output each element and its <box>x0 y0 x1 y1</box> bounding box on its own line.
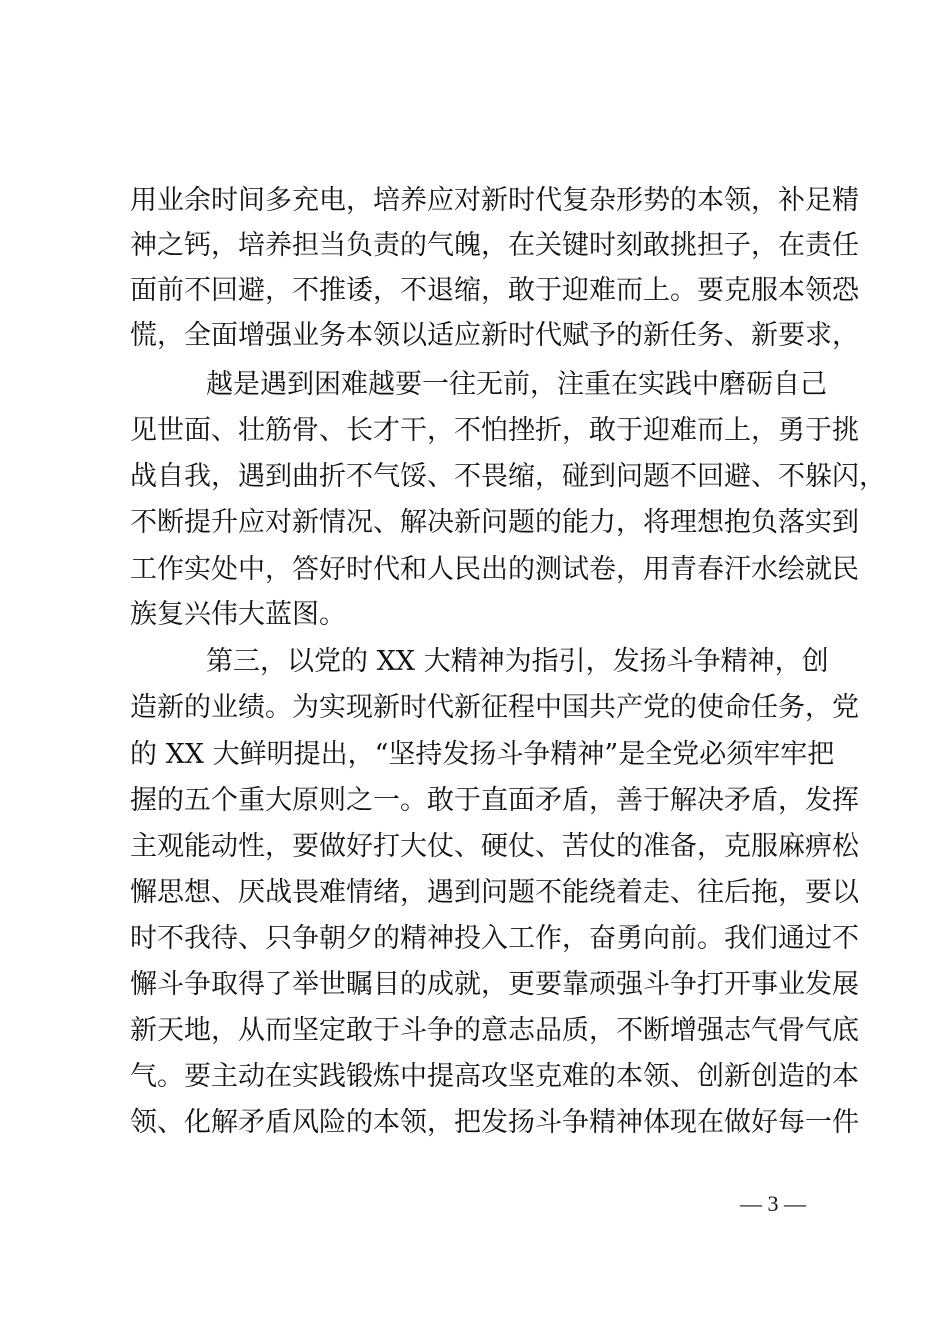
paragraph-3-line-2: 造新的业绩。为实现新时代新征程中国共产党的使命任务，党 <box>130 692 859 723</box>
paragraph-3-line-11: 领、化解矛盾风险的本领，把发扬斗争精神体现在做好每一件 <box>130 1107 859 1138</box>
paragraph-2-line-2: 见世面、壮筋骨、长才干，不怕挫折，敢于迎难而上，勇于挑 <box>130 415 859 446</box>
paragraph-3-line-1: 第三，以党的 XX 大精神为指引，发扬斗争精神，创 <box>206 646 829 677</box>
paragraph-3-line-6: 懈思想、厌战畏难情绪，遇到问题不能绕着走、往后拖，要以 <box>130 877 859 908</box>
paragraph-2-line-1: 越是遇到困难越要一往无前，注重在实践中磨砺自己 <box>206 369 827 400</box>
paragraph-2-line-5: 工作实处中，答好时代和人民出的测试卷，用青春汗水绘就民 <box>130 554 859 585</box>
paragraph-2-line-3: 战自我，遇到曲折不气馁、不畏缩，碰到问题不回避、不躲闪， <box>130 461 886 492</box>
paragraph-3-line-10: 气。要主动在实践锻炼中提高攻坚克难的本领、创新创造的本 <box>130 1061 859 1092</box>
paragraph-3-line-4: 握的五个重大原则之一。敢于直面矛盾，善于解决矛盾，发挥 <box>130 785 859 816</box>
paragraph-3-line-8: 懈斗争取得了举世瞩目的成就，更要靠顽强斗争打开事业发展 <box>130 969 859 1000</box>
paragraph-1-line-1: 用业余时间多充电，培养应对新时代复杂形势的本领，补足精 <box>130 185 859 216</box>
paragraph-1-line-2: 神之钙，培养担当负责的气魄，在关键时刻敢挑担子，在责任 <box>130 230 859 261</box>
paragraph-3-line-7: 时不我待、只争朝夕的精神投入工作，奋勇向前。我们通过不 <box>130 923 859 954</box>
paragraph-3-line-3: 的 XX 大鲜明提出，“坚持发扬斗争精神”是全党必须牢牢把 <box>130 739 835 770</box>
paragraph-3-line-9: 新天地，从而坚定敢于斗争的意志品质，不断增强志气骨气底 <box>130 1015 859 1046</box>
paragraph-1-line-4: 慌，全面增强业务本领以适应新时代赋予的新任务、新要求， <box>130 320 859 351</box>
paragraph-1-line-3: 面前不回避，不推诿，不退缩，敢于迎难而上。要克服本领恐 <box>130 275 859 306</box>
paragraph-2-line-6: 族复兴伟大蓝图。 <box>130 599 346 630</box>
paragraph-2-line-4: 不断提升应对新情况、解决新问题的能力，将理想抱负落实到 <box>130 507 859 538</box>
page-number: — 3 — <box>740 1191 806 1216</box>
paragraph-3-line-5: 主观能动性，要做好打大仗、硬仗、苦仗的准备，克服麻痹松 <box>130 831 859 862</box>
